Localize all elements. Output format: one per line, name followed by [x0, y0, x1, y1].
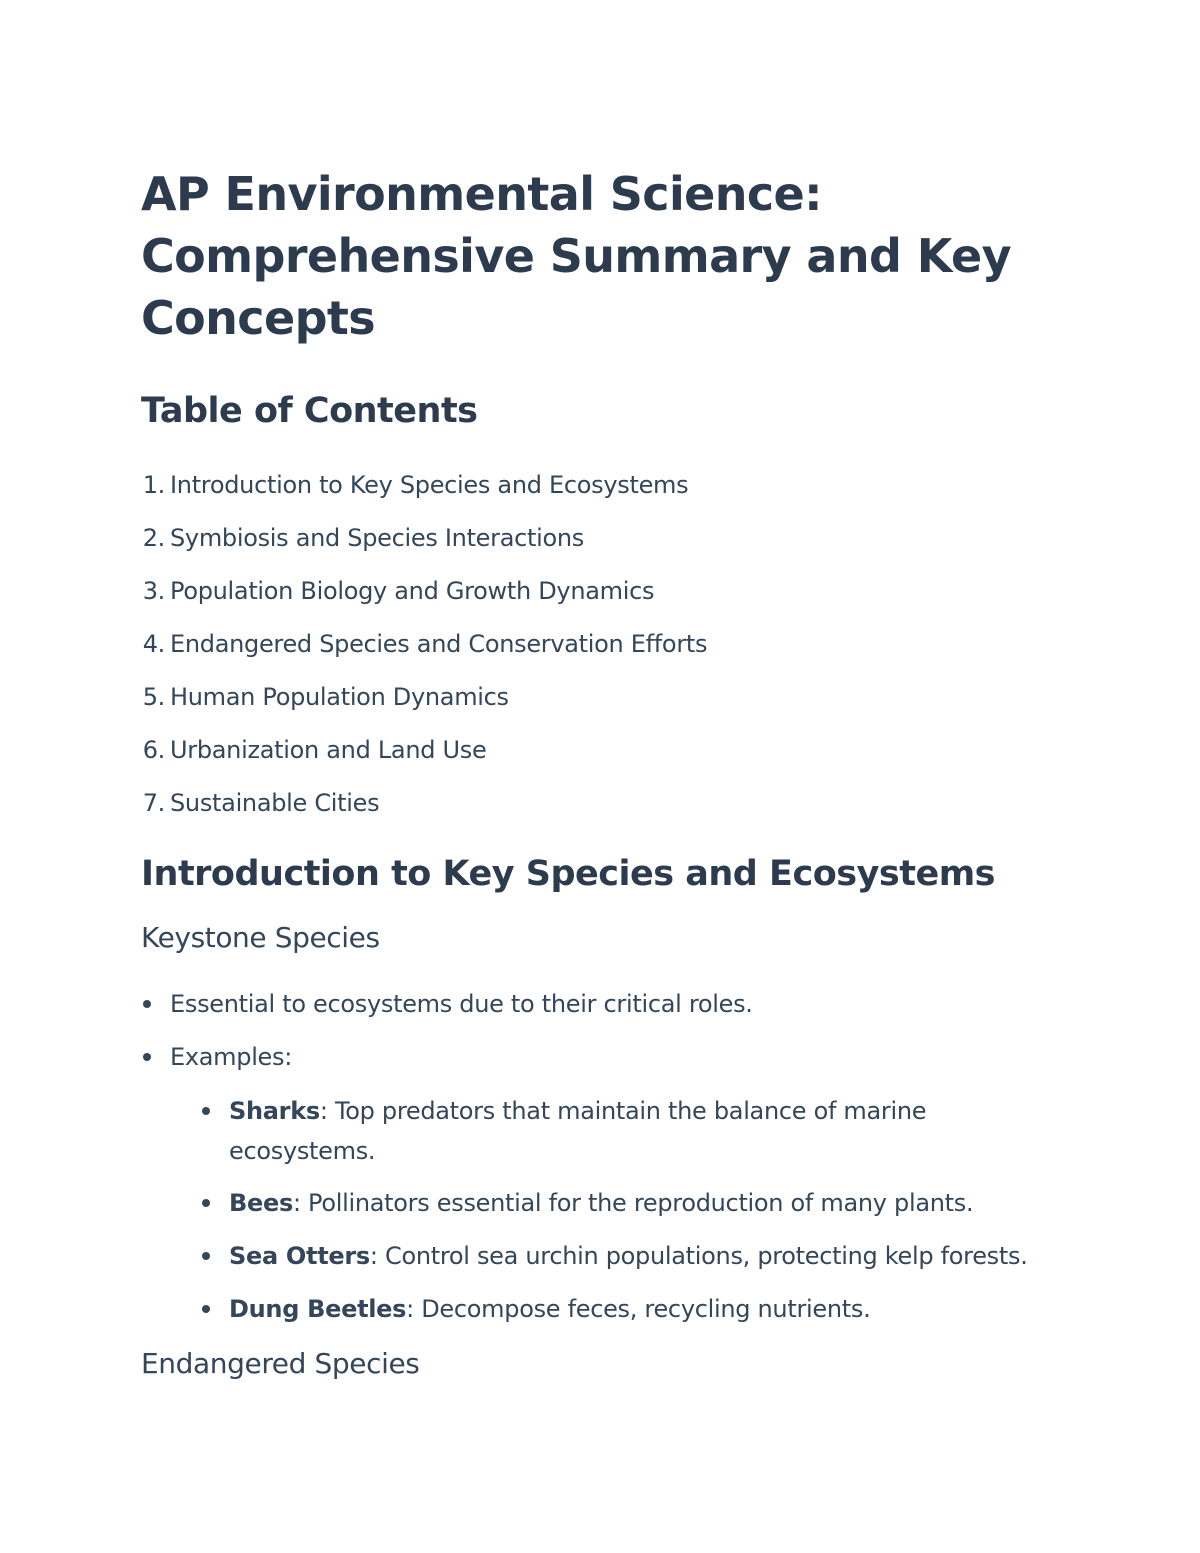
toc-item-label: Population Biology and Growth Dynamics [170, 577, 655, 605]
toc-item-number: 4. [142, 630, 165, 658]
page-title: AP Environmental Science: Comprehensive Summary and Key Concepts [141, 167, 1011, 345]
example-description: : Control sea urchin populations, protecting kelp forests. [369, 1242, 1028, 1270]
example-term: Sea Otters [229, 1242, 370, 1270]
bullet-icon [143, 1053, 151, 1061]
toc-item-label: Introduction to Key Species and Ecosystems [170, 471, 689, 499]
toc-item [141, 671, 1060, 724]
toc-item [141, 777, 1060, 830]
toc-item-label: Sustainable Cities [170, 789, 380, 817]
toc-item-number: 6. [142, 736, 165, 764]
toc-item-number: 2. [142, 524, 165, 552]
example-item-sharks [200, 1084, 1060, 1177]
list-item [141, 1031, 1060, 1336]
toc-item [141, 618, 1060, 671]
example-description: : Top predators that maintain the balance of marine ecosystems. [229, 1097, 927, 1165]
example-description: : Decompose feces, recycling nutrients. [406, 1295, 871, 1323]
toc-item-number: 1. [142, 471, 165, 499]
table-of-contents [141, 459, 1060, 830]
toc-item [141, 512, 1060, 565]
bullet-icon [202, 1305, 210, 1313]
examples-list [170, 1084, 1060, 1336]
bullet-icon [202, 1107, 210, 1115]
list-item-text: Essential to ecosystems due to their critical roles. [170, 990, 753, 1018]
example-item-sea-otters [200, 1230, 1060, 1283]
toc-item [141, 459, 1060, 512]
toc-item-number: 3. [142, 577, 165, 605]
example-item-bees [200, 1177, 1060, 1230]
toc-item-label: Endangered Species and Conservation Efforts [170, 630, 708, 658]
section-heading-introduction: Introduction to Key Species and Ecosystems [141, 854, 995, 894]
list-item-text: Examples: [170, 1043, 293, 1071]
example-description: : Pollinators essential for the reproduction of many plants. [292, 1189, 974, 1217]
toc-item [141, 565, 1060, 618]
toc-item [141, 724, 1060, 777]
example-item-dung-beetles [200, 1283, 1060, 1336]
subheading-keystone-species: Keystone Species [141, 921, 380, 954]
toc-item-label: Human Population Dynamics [170, 683, 509, 711]
list-item [141, 978, 1060, 1031]
toc-item-label: Symbiosis and Species Interactions [170, 524, 584, 552]
toc-item-number: 5. [142, 683, 165, 711]
example-term: Dung Beetles [229, 1295, 407, 1323]
toc-heading: Table of Contents [141, 391, 478, 431]
subheading-endangered-species: Endangered Species [141, 1347, 420, 1380]
example-term: Bees [229, 1189, 293, 1217]
bullet-icon [143, 1000, 151, 1008]
toc-item-number: 7. [142, 789, 165, 817]
bullet-icon [202, 1199, 210, 1207]
example-term: Sharks [229, 1097, 320, 1125]
keystone-bullet-list [141, 978, 1060, 1336]
toc-item-label: Urbanization and Land Use [170, 736, 487, 764]
bullet-icon [202, 1252, 210, 1260]
